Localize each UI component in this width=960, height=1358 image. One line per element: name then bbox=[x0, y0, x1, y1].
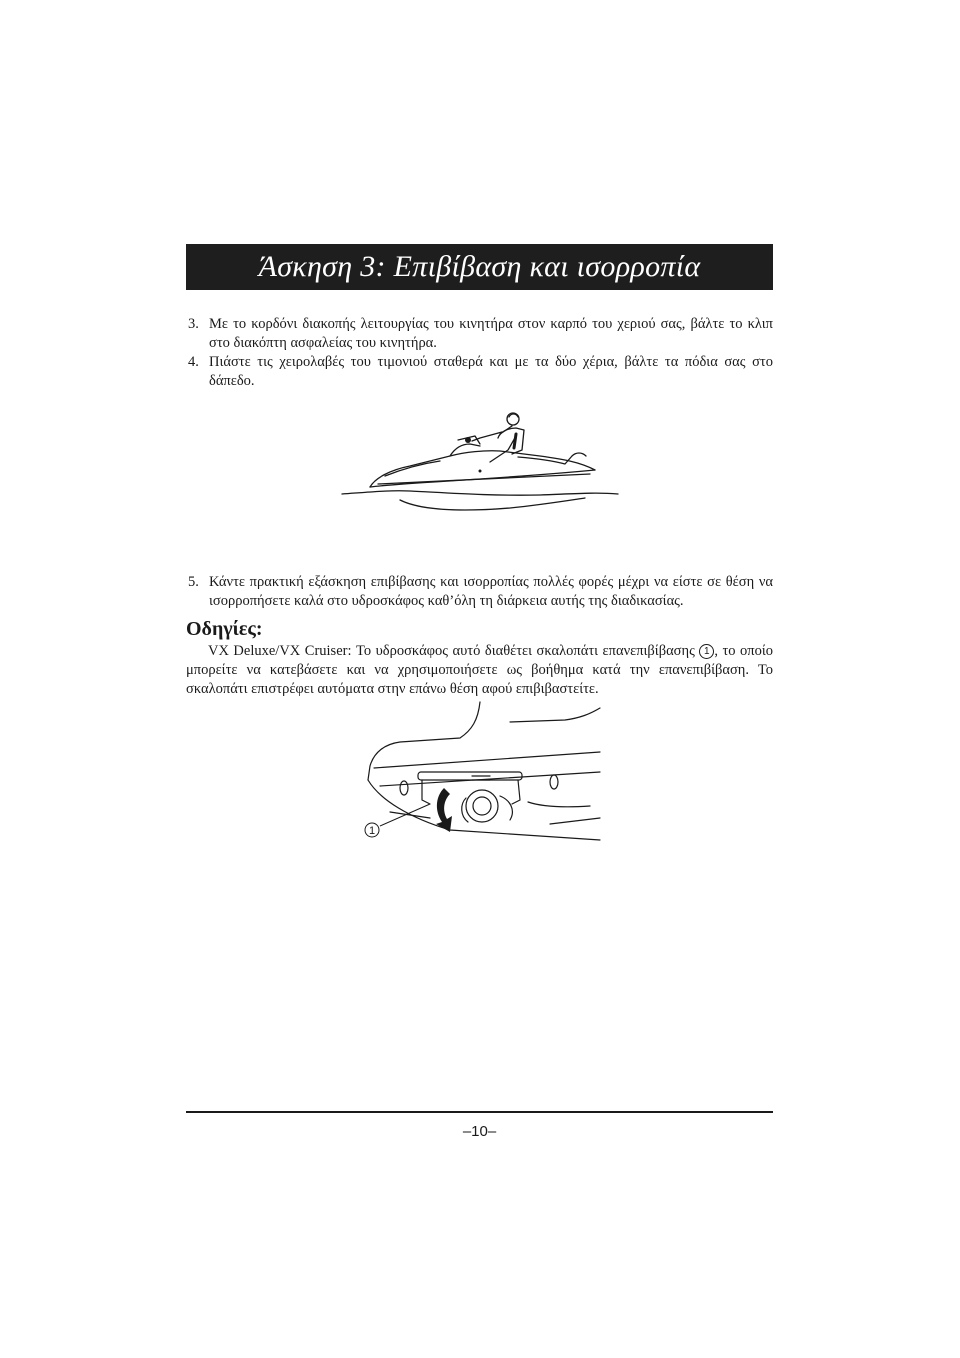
steps-list-second bbox=[186, 573, 773, 611]
step-item bbox=[186, 315, 773, 353]
step-text: Κάντε πρακτική εξάσκηση επιβίβασης και ισορροπίας πολλές φορές μέχρι να είστε σε θέση να ισορροπήσετε καλά στο υδροσκάφος καθ’όλη τη διάρκεια αυτής της διαδικασίας. bbox=[209, 574, 773, 609]
step-number: 4. bbox=[188, 354, 199, 370]
step-number: 5. bbox=[188, 574, 199, 590]
step-item bbox=[186, 353, 773, 391]
notes-paragraph bbox=[186, 642, 773, 699]
reboarding-step-illustration bbox=[360, 700, 606, 846]
step-text: Πιάστε τις χειρολαβές του τιμονιού σταθερά και με τα δύο χέρια, βάλτε τα πόδια σας στο δάπεδο. bbox=[209, 354, 773, 389]
page-number: –10– bbox=[462, 1123, 497, 1140]
jetski-rider-illustration bbox=[340, 404, 620, 522]
page-title: Άσκηση 3: Επιβίβαση και ισορροπία bbox=[186, 244, 773, 290]
step-number: 3. bbox=[188, 316, 199, 332]
notes-text-end: , το οποίο μπορείτε να κατεβάσετε και να χρησιμοποιήσετε ως βοήθημα κατά την επανεπιβίβαση. Το σκαλοπάτι επιστρέφει αυτόματα στην επάνω θέση αφού επιβιβαστείτε. bbox=[186, 643, 773, 697]
step-item bbox=[186, 573, 773, 611]
notes-text-start: VX Deluxe/VX Cruiser: Το υδροσκάφος αυτό διαθέτει σκαλοπάτι επανεπιβίβασης bbox=[208, 643, 700, 659]
step-text: Με το κορδόνι διακοπής λειτουργίας του κινητήρα στον καρπό του χεριού σας, βάλτε το κλιπ στο διακόπτη ασφαλείας του κινητήρα. bbox=[209, 316, 773, 351]
footer-rule bbox=[186, 1111, 773, 1113]
steps-list-first bbox=[186, 315, 773, 391]
notes-heading: Οδηγίες: bbox=[186, 618, 263, 640]
callout-number: 1 bbox=[368, 825, 376, 837]
callout-marker: 1 bbox=[699, 644, 714, 659]
